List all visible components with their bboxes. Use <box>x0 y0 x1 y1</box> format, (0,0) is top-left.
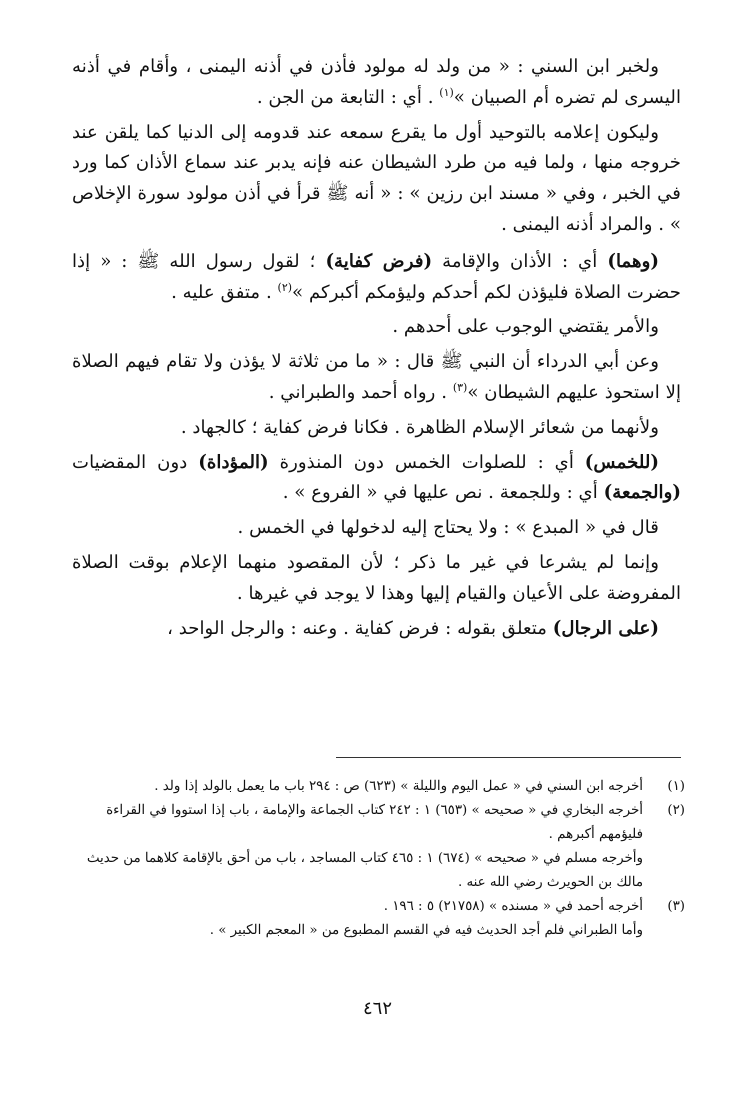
matn-term-muaddat: (المؤداة) <box>198 451 269 473</box>
matn-term-jumua: (والجمعة) <box>603 482 681 504</box>
footnote-number: (٢) <box>667 803 685 818</box>
paragraph-text: وليكون إعلامه بالتوحيد أول ما يقرع سمعه عند قدومه إلى الدنيا كما يلقن عند خروجه منها ، ولما فيه من طرد الشيطان عنه فإنه يدبر عند سماع الأذان كما ورد في الخبر ، وفي « مسند ابن رزين » : « أنه ﷺ قرأ في أذن مولود سورة الإخلاص » . والمراد أذنه اليمنى . <box>72 121 681 235</box>
paragraph-2 <box>72 118 681 241</box>
main-text <box>72 52 681 648</box>
paragraph-text: وعن أبي الدرداء أن النبي ﷺ قال : « ما من ثلاثة لا يؤذن ولا تقام فيهم الصلاة إلا استحوذ عليهم الشيطان » <box>72 351 681 403</box>
paragraph-text: أي : الأذان والإقامة <box>432 250 608 272</box>
footnote-2-continuation <box>72 847 685 895</box>
paragraph-text: دون المقضيات <box>72 451 199 473</box>
paragraph-6 <box>72 413 681 444</box>
matn-term-lilkhams: (للخمس) <box>584 451 659 473</box>
paragraph-10 <box>72 614 681 645</box>
page-number: ٤٦٢ <box>362 998 392 1019</box>
matn-term-fard-kifaya: (فرض كفاية) <box>325 250 433 272</box>
paragraph-tail: . أي : التابعة من الجن . <box>256 86 440 108</box>
paragraph-text: ولخبر ابن السني : « من ولد له مولود فأذن في أذنه اليمنى ، وأقام في أذنه اليسرى لم تضره أم الصبيان » <box>72 56 681 108</box>
paragraph-text: ولأنهما من شعائر الإسلام الظاهرة . فكانا فرض كفاية ؛ كالجهاد . <box>180 416 659 438</box>
footnote-1 <box>72 775 685 799</box>
paragraph-3 <box>72 247 681 309</box>
paragraph-text: وإنما لم يشرعا في غير ما ذكر ؛ لأن المقصود منهما الإعلام بوقت الصلاة المفروضة على الأعيان والقيام إليها وهذا لا يوجد في غيرها . <box>72 551 681 604</box>
footnote-text: أخرجه ابن السني في « عمل اليوم والليلة » (٦٢٣) ص : ٢٩٤ باب ما يعمل بالولد إذا ولد . <box>154 779 643 794</box>
footnote-3 <box>72 895 685 919</box>
footnote-ref-1[interactable]: (١) <box>439 85 454 99</box>
footnotes <box>72 775 685 943</box>
paragraph-8 <box>72 513 681 544</box>
paragraph-5 <box>72 347 681 409</box>
paragraph-text: متعلق بقوله : فرض كفاية . وعنه : والرجل الواحد ، <box>167 617 553 639</box>
footnote-text: وأخرجه مسلم في « صحيحه » (٦٧٤) ١ : ٤٦٥ كتاب المساجد ، باب من أحق بالإقامة كلاهما من حديث مالك بن الحويرث رضي الله عنه . <box>86 851 643 890</box>
footnote-text: وأما الطبراني فلم أجد الحديث فيه في القسم المطبوع من « المعجم الكبير » . <box>209 923 643 938</box>
footnote-number: (١) <box>667 779 685 794</box>
paragraph-text: أي : للصلوات الخمس دون المنذورة <box>268 451 585 473</box>
footnote-2 <box>72 799 685 847</box>
paragraph-text: ؛ لقول رسول الله ﷺ : « إذا حضرت الصلاة فليؤذن لكم أحدكم وليؤمكم أكبركم » <box>72 250 681 303</box>
paragraph-4 <box>72 312 681 343</box>
matn-term-wahuma: (وهما) <box>607 250 659 272</box>
paragraph-text: والأمر يقتضي الوجوب على أحدهم . <box>392 316 659 338</box>
paragraph-text: قال في « المبدع » : ولا يحتاج إليه لدخولها في الخمس . <box>237 517 659 539</box>
footnote-number: (٣) <box>667 899 685 914</box>
paragraph-9 <box>72 548 681 610</box>
footnote-text: أخرجه البخاري في « صحيحه » (٦٥٣) ١ : ٢٤٢ كتاب الجماعة والإمامة ، باب إذا استووا في القراءة فليؤمهم أكبرهم . <box>106 803 643 842</box>
footnote-ref-3[interactable]: (٣) <box>452 380 468 394</box>
paragraph-1 <box>72 52 681 114</box>
paragraph-7 <box>72 448 681 510</box>
footnote-divider <box>336 757 681 758</box>
footnote-ref-2[interactable]: (٢) <box>277 280 293 294</box>
footnote-text: أخرجه أحمد في « مسنده » (٢١٧٥٨) ٥ : ١٩٦ . <box>383 899 643 914</box>
paragraph-text: أي : وللجمعة . نص عليها في « الفروع » . <box>282 482 604 504</box>
paragraph-tail: . متفق عليه . <box>171 281 278 303</box>
footnote-3-continuation <box>72 919 685 943</box>
paragraph-tail: . رواه أحمد والطبراني . <box>268 381 453 403</box>
matn-term-ala-rijal: (على الرجال) <box>552 617 659 639</box>
